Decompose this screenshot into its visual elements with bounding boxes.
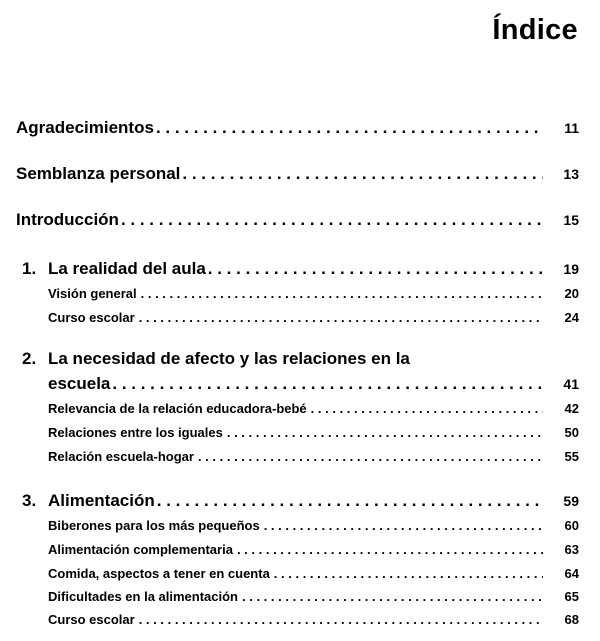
toc-section-label: Comida, aspectos a tener en cuenta: [48, 566, 270, 581]
toc-section-page: 65: [564, 589, 579, 604]
toc-entry-label: Agradecimientos: [16, 118, 154, 137]
toc-entry-semblanza[interactable]: [16, 164, 579, 184]
toc-entry-label: Semblanza personal: [16, 164, 181, 183]
toc-section[interactable]: [48, 518, 579, 533]
toc-entry-page: 11: [564, 120, 579, 136]
toc-section[interactable]: [48, 612, 579, 627]
toc-section-label: Relaciones entre los iguales: [48, 425, 223, 440]
page-title: Índice: [492, 14, 578, 46]
chapter-title: La necesidad de afecto y las relaciones en la: [48, 349, 410, 368]
toc-entry-page: 19: [563, 261, 579, 277]
toc-chapter-2-title-line1[interactable]: [22, 349, 410, 369]
toc-section-label: Alimentación complementaria: [48, 542, 233, 557]
toc-entry-page: 15: [563, 212, 579, 228]
toc-section-page: 20: [564, 286, 579, 301]
toc-section[interactable]: [48, 589, 579, 604]
chapter-number: 2.: [22, 349, 37, 368]
toc-section-page: 55: [564, 449, 579, 464]
chapter-title: Alimentación: [48, 491, 155, 510]
toc-section-label: Relevancia de la relación educadora-bebé: [48, 401, 307, 416]
toc-entry-page: 41: [563, 376, 579, 392]
chapter-number: 3.: [22, 491, 37, 510]
toc-chapter-2[interactable]: [48, 374, 579, 394]
dot-leader: [198, 449, 543, 464]
toc-section-page: 68: [564, 612, 579, 627]
toc-section-label: Curso escolar: [48, 612, 135, 627]
toc-section-page: 50: [564, 425, 579, 440]
toc-section-label: Biberones para los más pequeños: [48, 518, 260, 533]
dot-leader: [112, 374, 543, 394]
dot-leader: [156, 118, 543, 138]
toc-section[interactable]: [48, 425, 579, 440]
dot-leader: [208, 259, 543, 279]
dot-leader: [264, 518, 543, 533]
toc-entry-agradecimientos[interactable]: [16, 118, 579, 138]
chapter-title: La realidad del aula: [48, 259, 206, 278]
toc-entry-label: Introducción: [16, 210, 119, 229]
toc-section[interactable]: [48, 286, 579, 301]
toc-section[interactable]: [48, 401, 579, 416]
dot-leader: [274, 566, 543, 581]
toc-section[interactable]: [48, 449, 579, 464]
chapter-number: 1.: [22, 259, 37, 278]
toc-entry-page: 59: [563, 493, 579, 509]
toc-entry-page: 13: [563, 166, 579, 182]
toc-section-label: Relación escuela-hogar: [48, 449, 194, 464]
toc-section[interactable]: [48, 566, 579, 581]
dot-leader: [121, 210, 543, 230]
toc-section[interactable]: [48, 310, 579, 325]
toc-section-label: Dificultades en la alimentación: [48, 589, 238, 604]
dot-leader: [139, 612, 543, 627]
dot-leader: [182, 164, 543, 184]
dot-leader: [311, 401, 543, 416]
toc-section-label: Curso escolar: [48, 310, 135, 325]
toc-section-page: 63: [564, 542, 579, 557]
chapter-title-continued: escuela: [48, 374, 111, 393]
toc-section-page: 64: [564, 566, 579, 581]
dot-leader: [139, 310, 543, 325]
toc-section-page: 24: [564, 310, 579, 325]
toc-chapter-1[interactable]: [22, 259, 579, 279]
toc-entry-introduccion[interactable]: [16, 210, 579, 230]
dot-leader: [242, 589, 543, 604]
toc-chapter-3[interactable]: [22, 491, 579, 511]
dot-leader: [227, 425, 543, 440]
toc-section[interactable]: [48, 542, 579, 557]
dot-leader: [157, 491, 543, 511]
toc-section-page: 42: [564, 401, 579, 416]
toc-section-label: Visión general: [48, 286, 137, 301]
dot-leader: [141, 286, 543, 301]
toc-section-page: 60: [564, 518, 579, 533]
dot-leader: [237, 542, 543, 557]
